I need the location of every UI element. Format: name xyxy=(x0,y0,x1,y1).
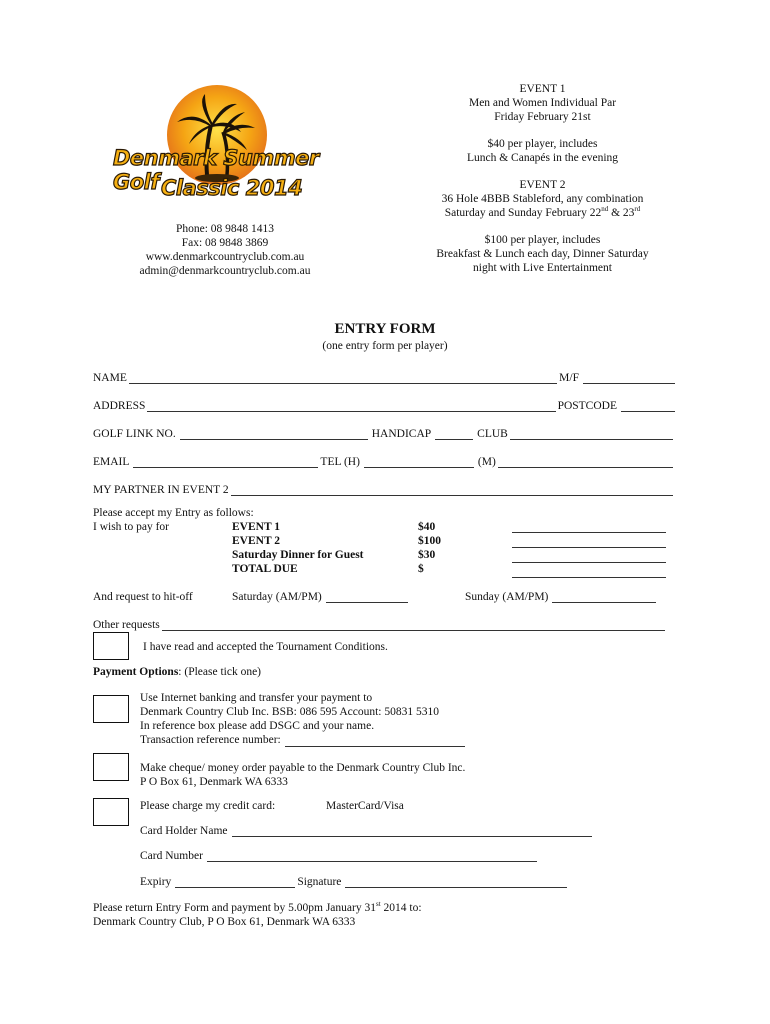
event2-includes-2: night with Live Entertainment xyxy=(473,262,612,274)
saturday-row xyxy=(232,591,408,603)
event2-desc: 36 Hole 4BBB Stableford, any combination xyxy=(441,193,644,205)
sunday-label: Sunday (AM/PM) xyxy=(465,591,549,603)
credit-card-checkbox[interactable] xyxy=(93,798,129,826)
address-label: ADDRESS xyxy=(93,400,146,412)
return-info xyxy=(93,901,422,929)
payment-options-label: Payment Options xyxy=(93,666,179,678)
saturday-field[interactable] xyxy=(326,591,408,603)
postcode-field[interactable] xyxy=(621,400,675,412)
mf-field[interactable] xyxy=(583,372,675,384)
expiry-row xyxy=(140,876,567,888)
pay-amount-fields xyxy=(512,521,666,578)
name-field[interactable] xyxy=(129,372,557,384)
amount-total-field[interactable] xyxy=(512,566,666,578)
holder-field[interactable] xyxy=(232,825,592,837)
amount-event1-field[interactable] xyxy=(512,521,666,533)
contact-block xyxy=(105,222,345,278)
pay-item-total: TOTAL DUE xyxy=(232,563,298,575)
email-label: EMAIL xyxy=(93,456,130,468)
return-line-1: Please return Entry Form and payment by 5.00pm January 31st 2014 to: xyxy=(93,900,422,914)
conditions-checkbox[interactable] xyxy=(93,632,129,660)
handicap-field[interactable] xyxy=(435,428,473,440)
email-row xyxy=(93,453,675,468)
price-event2: $100 xyxy=(418,535,441,547)
pay-items xyxy=(232,520,364,576)
partner-label: MY PARTNER IN EVENT 2 xyxy=(93,484,229,496)
signature-label: Signature xyxy=(297,876,342,888)
cheque-checkbox[interactable] xyxy=(93,753,129,781)
event2-price-block xyxy=(410,233,675,275)
event2-title: EVENT 2 xyxy=(519,179,566,191)
event1-price-block xyxy=(410,137,675,165)
event1-title: EVENT 1 xyxy=(519,83,566,95)
hitoff-label: And request to hit-off xyxy=(93,591,193,603)
price-dinner: $30 xyxy=(418,549,436,561)
postcode-label: POSTCODE xyxy=(557,400,617,412)
event2-includes-1: Breakfast & Lunch each day, Dinner Saturday xyxy=(436,248,649,260)
events-info xyxy=(410,82,675,288)
name-row xyxy=(93,369,675,384)
sunday-row xyxy=(465,591,656,603)
bank-transfer-checkbox[interactable] xyxy=(93,695,129,723)
holder-row xyxy=(140,825,592,837)
amount-event2-field[interactable] xyxy=(512,536,666,548)
conditions-text: I have read and accepted the Tournament Conditions. xyxy=(143,641,388,653)
tel-home-label: TEL (H) xyxy=(320,456,360,468)
contact-website: www.denmarkcountryclub.com.au xyxy=(145,251,305,263)
bank-ref-row xyxy=(140,733,465,747)
name-label: NAME xyxy=(93,372,127,384)
bank-ref-field[interactable] xyxy=(285,735,465,747)
accept-text xyxy=(93,506,254,534)
contact-email: admin@denmarkcountryclub.com.au xyxy=(139,265,311,277)
golflink-label: GOLF LINK NO. xyxy=(93,428,176,440)
event1-desc: Men and Women Individual Par xyxy=(468,97,617,109)
mf-label: M/F xyxy=(559,372,579,384)
cheque-text xyxy=(140,761,465,789)
card-number-label: Card Number xyxy=(140,850,203,862)
price-event1: $40 xyxy=(418,521,436,533)
sunday-field[interactable] xyxy=(552,591,656,603)
partner-row xyxy=(93,481,675,496)
tel-mobile-field[interactable] xyxy=(498,456,673,468)
club-label: CLUB xyxy=(477,428,508,440)
event2-date: Saturday and Sunday February 22nd & 23rd xyxy=(444,205,641,219)
other-label: Other requests xyxy=(93,619,160,631)
partner-field[interactable] xyxy=(231,484,673,496)
golflink-row xyxy=(93,425,675,440)
tel-mobile-label: (M) xyxy=(477,456,496,468)
golflink-field[interactable] xyxy=(180,428,368,440)
price-total: $ xyxy=(418,563,424,575)
bank-ref-label: Transaction reference number: xyxy=(140,734,281,746)
pay-item-dinner: Saturday Dinner for Guest xyxy=(232,549,364,561)
amount-dinner-field[interactable] xyxy=(512,551,666,563)
signature-field[interactable] xyxy=(345,876,567,888)
cheque-line-2: P O Box 61, Denmark WA 6333 xyxy=(140,776,288,788)
pay-prices xyxy=(418,520,441,576)
cheque-line-1: Make cheque/ money order payable to the Denmark Country Club Inc. xyxy=(140,762,466,774)
expiry-label: Expiry xyxy=(140,876,172,888)
event1-block xyxy=(410,82,675,124)
other-field[interactable] xyxy=(162,619,665,631)
payment-options-heading xyxy=(93,666,261,678)
accept-line-2: I wish to pay for xyxy=(93,521,170,533)
event1-date: Friday February 21st xyxy=(494,111,591,123)
event2-block xyxy=(410,178,675,220)
logo-title-line2: Classic 2014 xyxy=(161,176,303,200)
card-types: MasterCard/Visa xyxy=(326,800,404,812)
contact-phone: Phone: 08 9848 1413 xyxy=(175,223,275,235)
event1-includes: Lunch & Canapés in the evening xyxy=(466,152,619,164)
event2-price: $100 per player, includes xyxy=(484,234,601,246)
bank-line-2: Denmark Country Club Inc. BSB: 086 595 Account: 50831 5310 xyxy=(140,706,439,718)
saturday-label: Saturday (AM/PM) xyxy=(232,591,322,603)
accept-line-1: Please accept my Entry as follows: xyxy=(93,507,254,519)
card-number-field[interactable] xyxy=(207,850,537,862)
credit-card-label: Please charge my credit card: xyxy=(140,800,276,812)
event1-price: $40 per player, includes xyxy=(487,138,598,150)
form-subtitle: (one entry form per player) xyxy=(322,340,448,352)
address-row xyxy=(93,397,675,412)
pay-item-event1: EVENT 1 xyxy=(232,521,281,533)
logo xyxy=(105,80,345,215)
contact-fax: Fax: 08 9848 3869 xyxy=(181,237,269,249)
holder-label: Card Holder Name xyxy=(140,825,228,837)
bank-transfer-text xyxy=(140,691,465,747)
logo-title-line1: Denmark Summer Golf xyxy=(113,146,319,194)
form-title: ENTRY FORM xyxy=(334,321,436,337)
handicap-label: HANDICAP xyxy=(371,428,432,440)
expiry-field[interactable] xyxy=(175,876,295,888)
email-field[interactable] xyxy=(133,456,318,468)
card-number-row xyxy=(140,850,537,862)
bank-line-3: In reference box please add DSGC and your name. xyxy=(140,720,375,732)
other-row xyxy=(93,616,667,631)
bank-line-1: Use Internet banking and transfer your payment to xyxy=(140,692,373,704)
pay-item-event2: EVENT 2 xyxy=(232,535,281,547)
return-address: Denmark Country Club, P O Box 61, Denmark WA 6333 xyxy=(93,916,356,928)
club-field[interactable] xyxy=(510,428,673,440)
address-field[interactable] xyxy=(147,400,555,412)
tel-home-field[interactable] xyxy=(364,456,474,468)
payment-options-note: : (Please tick one) xyxy=(178,666,262,678)
